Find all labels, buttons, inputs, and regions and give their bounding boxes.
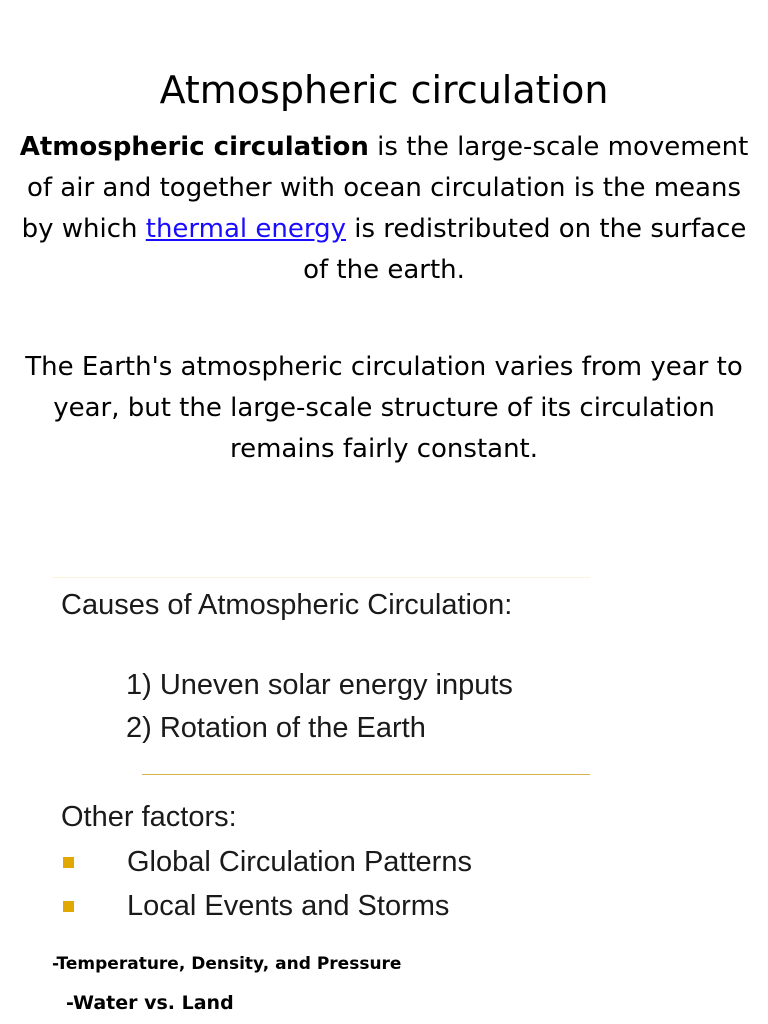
cause-item-1: 1) Uneven solar energy inputs — [126, 669, 513, 701]
slide-title: Atmospheric circulation — [159, 68, 609, 112]
causes-heading: Causes of Atmospheric Circulation: — [61, 589, 513, 621]
variation-paragraph: The Earth's atmospheric circulation varies from year to year, but the large-scale structure of its circulation remains fairly constant. — [25, 352, 743, 464]
cause-item-2: 2) Rotation of the Earth — [126, 712, 426, 744]
factor-item-2 — [52, 889, 590, 923]
note-water-vs-land: -Water vs. Land — [66, 992, 234, 1014]
image-top-edge — [52, 577, 590, 578]
other-factors-heading: Other factors: — [61, 801, 237, 833]
intro-text-b: is redistributed on the surface of the earth. — [303, 214, 747, 285]
intro-paragraph — [18, 127, 750, 291]
intro-text-a: is the large-scale movement of air and together with ocean circulation is the means by which — [21, 132, 749, 244]
causes-image — [52, 577, 590, 929]
intro-term: Atmospheric circulation — [19, 132, 369, 162]
factor-label: Local Events and Storms — [127, 890, 450, 922]
square-bullet-icon — [63, 901, 74, 912]
thermal-energy-link[interactable]: thermal energy — [145, 214, 346, 244]
note-temperature-density-pressure: -Temperature, Density, and Pressure — [52, 954, 402, 974]
factor-label: Global Circulation Patterns — [127, 846, 472, 878]
square-bullet-icon — [63, 857, 74, 868]
divider-line — [142, 774, 590, 775]
factor-item-1 — [52, 845, 590, 879]
